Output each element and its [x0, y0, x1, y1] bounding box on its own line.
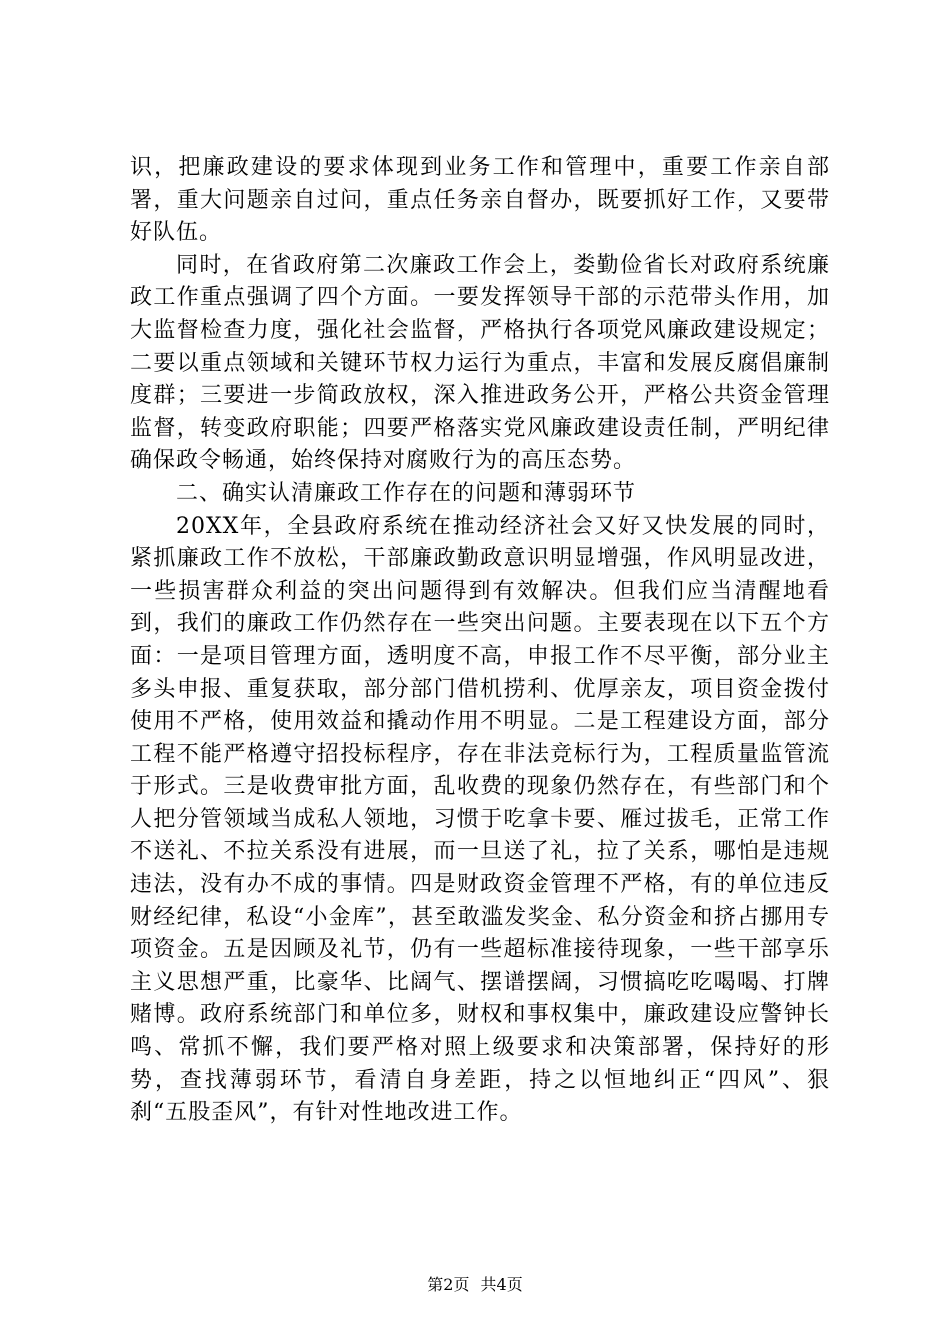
page-footer — [0, 1275, 950, 1295]
page-number: 第2页 — [427, 1275, 470, 1294]
page-total: 共4页 — [480, 1275, 523, 1294]
document-body — [130, 152, 830, 1130]
paragraph-provincial-meeting: 同时，在省政府第二次廉政工作会上，娄勤俭省长对政府系统廉政工作重点强调了四个方面。一要发挥领导干部的示范带头作用，加大监督检查力度，强化社会监督，严格执行各项党风廉政建设规定；二要以重点领域和关键环节权力运行为重点，丰富和发展反腐倡廉制度群；三要进一步简政放权，深入推进政务公开，严格公共资金管理监督，转变政府职能；四要严格落实党风廉政建设责任制，严明纪律确保政令畅通，始终保持对腐败行为的高压态势。 — [130, 252, 830, 474]
section-heading-problems: 二、确实认清廉政工作存在的问题和薄弱环节 — [176, 480, 637, 506]
paragraph-problems: 20XX年，全县政府系统在推动经济社会又好又快发展的同时，紧抓廉政工作不放松，干部廉政勤政意识明显增强，作风明显改进，一些损害群众利益的突出问题得到有效解决。但我们应当清醒地看到，我们的廉政工作仍然存在一些突出问题。主要表现在以下五个方面：一是项目管理方面，透明度不高，申报工作不尽平衡，部分业主多头申报、重复获取，部分部门借机捞利、优厚亲友，项目资金拨付使用不严格，使用效益和撬动作用不明显。二是工程建设方面，部分工程不能严格遵守招投标程序，存在非法竞标行为，工程质量监管流于形式。三是收费审批方面，乱收费的现象仍然存在，有些部门和个人把分管领域当成私人领地，习惯于吃拿卡要、雁过拔毛，正常工作不送礼、不拉关系没有进展，而一旦送了礼，拉了关系，哪怕是违规违法，没有办不成的事情。四是财政资金管理不严格，有的单位违反财经纪律，私设“小金库”，甚至敢滥发奖金、私分资金和挤占挪用专项资金。五是因顾及礼节，仍有一些超标准接待现象，一些干部享乐主义思想严重，比豪华、比阔气、摆谱摆阔，习惯搞吃吃喝喝、打牌赌博。政府系统部门和单位多，财权和事权集中，廉政建设应警钟长鸣、常抓不懈，我们要严格对照上级要求和决策部署，保持好的形势，查找薄弱环节，看清自身差距，持之以恒地纠正“四风”、狠刹“五股歪风”，有针对性地改进工作。 — [130, 513, 830, 1126]
paragraph-continuation: 识，把廉政建设的要求体现到业务工作和管理中，重要工作亲自部署，重大问题亲自过问，重点任务亲自督办，既要抓好工作，又要带好队伍。 — [130, 155, 830, 246]
